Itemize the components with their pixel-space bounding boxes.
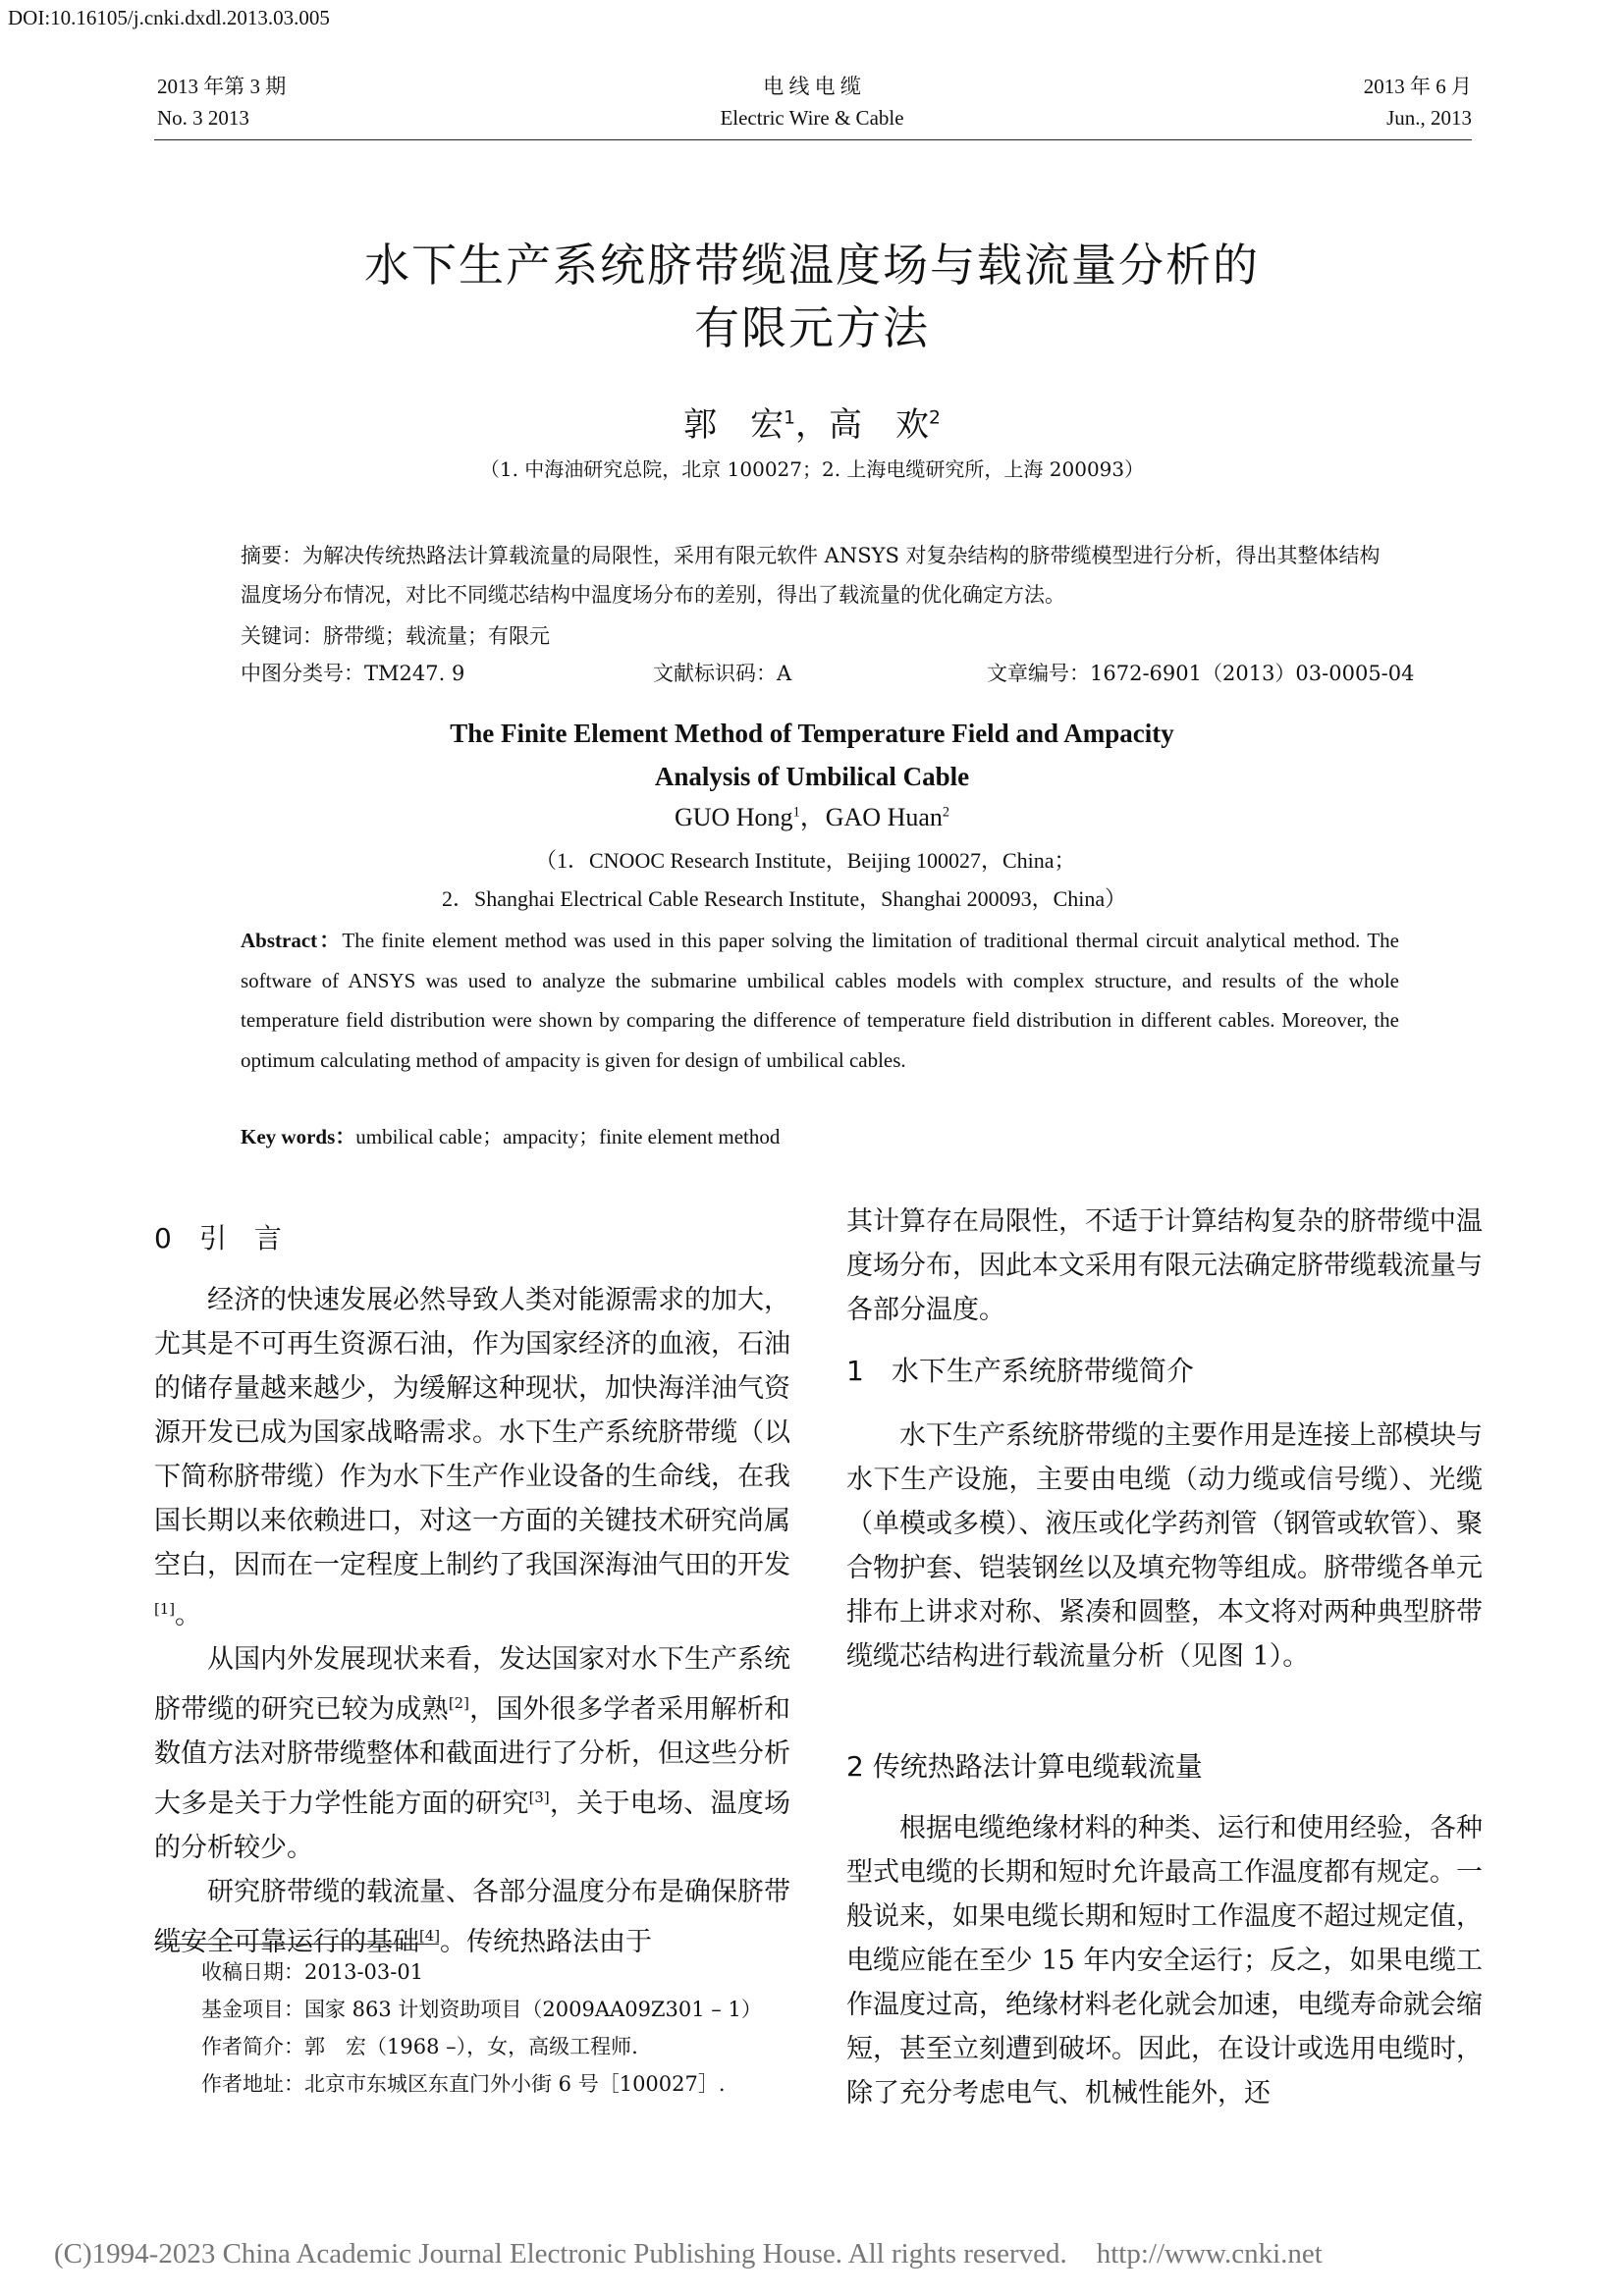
s0-p2-text-c: ，关于电场、温度场的分析较少。 [154, 1789, 791, 1863]
paper-title-cn [177, 234, 1447, 359]
header-date-cn: 2013 年 6 月 [1363, 75, 1472, 98]
affiliation-en-2: 2．Shanghai Electrical Cable Research Institute，Shanghai 200093，China） [442, 886, 1127, 911]
author-2-en: GAO Huan [825, 803, 943, 831]
section-2-heading: 2 传统热路法计算电缆载流量 [846, 1750, 1203, 1783]
clc-number: 中图分类号：TM247. 9 [241, 662, 465, 685]
doi-line: DOI:10.16105/j.cnki.dxdl.2013.03.005 [8, 6, 330, 29]
header-journal-en: Electric Wire & Cable [720, 106, 904, 130]
section-0-paragraph-3 [154, 1870, 790, 1964]
header-issue-cn: 2013 年第 3 期 [157, 75, 287, 98]
header-journal [616, 71, 1008, 133]
footnote-address: 作者地址：北京市东城区东直门外小街 6 号［100027］. [201, 2072, 726, 2096]
author-1-en-affil: 1 [792, 804, 800, 821]
author-2-cn: 高 欢 [829, 405, 929, 445]
title-en-line-2: Analysis of Umbilical Cable [654, 762, 970, 791]
keywords-en-text: umbilical cable；ampacity；finite element method [355, 1125, 781, 1148]
citation-2: [2] [448, 1694, 469, 1712]
citation-1: [1] [154, 1600, 176, 1618]
page-footer [54, 2238, 1323, 2270]
paper-title-en [0, 712, 1624, 798]
keywords-en [241, 1121, 780, 1150]
section-1-heading: 1 水下生产系统脐带缆简介 [846, 1355, 1194, 1387]
author-1-cn-affil: 1 [784, 407, 795, 429]
article-number: 文章编号：1672-6901（2013）03-0005-04 [987, 662, 1415, 685]
citation-4: [4] [419, 1927, 441, 1945]
keywords-cn: 关键词：脐带缆；载流量；有限元 [241, 624, 550, 648]
citation-3: [3] [528, 1789, 550, 1806]
author-2-cn-affil: 2 [929, 407, 941, 429]
author-separator-en: ， [799, 803, 826, 831]
abstract-cn: 摘要：为解决传统热路法计算载流量的局限性，采用有限元软件 ANSYS 对复杂结构的脐带缆模型进行分析，得出其整体结构温度场分布情况，对比不同缆芯结构中温度场分布的差别，得出了载流量的优化确定方法。 [241, 544, 1380, 607]
header-issue [157, 71, 286, 133]
header-divider [154, 139, 1472, 140]
footnote-divider [154, 1944, 439, 1945]
affiliation-en-1: （1．CNOOC Research Institute，Beijing 100027，China； [535, 848, 1076, 873]
author-1-en: GUO Hong [674, 803, 793, 831]
section-1-paragraph-1: 水下生产系统脐带缆的主要作用是连接上部模块与水下生产设施，主要由电缆（动力缆或信号缆）、光缆（单模或多模）、液压或化学药剂管（钢管或软管）、聚合物护套、铠装钢丝以及填充物等组成。脐带缆各单元排布上讲求对称、紧凑和圆整，本文将对两种典型脐带缆缆芯结构进行载流量分析（见图 1）。 [846, 1420, 1483, 1672]
header-date-en: Jun., 2013 [1386, 106, 1472, 130]
s0-p2-text-a: 从国内外发展现状来看，发达国家对水下生产系统脐带缆的研究已较为成熟 [154, 1644, 790, 1725]
title-en-line-1: The Finite Element Method of Temperature Field and Ampacity [450, 719, 1174, 748]
header-journal-cn: 电 线 电 缆 [763, 75, 861, 98]
s0-p2-text-b: ，国外很多学者采用解析和数值方法对脐带缆整体和截面进行了分析，但这些分析大多是关于力学性能方面的研究 [154, 1694, 791, 1819]
section-0-paragraph-1 [154, 1278, 790, 1637]
abstract-en-text: The finite element method was used in this paper solving the limitation of traditional thermal circuit analytical method. The software of ANSYS was used to analyze the submarine umbilical cables models with complex structure, and results of the whole temperature field distribution were shown by comparing the difference of temperature field distribution in different cables. Moreover, the optimum calculating method of ampacity is given for design of umbilical cables. [241, 929, 1399, 1072]
right-column-continuation: 其计算存在局限性，不适于计算结构复杂的脐带缆中温度场分布，因此本文采用有限元法确定脐带缆载流量与各部分温度。 [846, 1206, 1483, 1325]
header-issue-en: No. 3 2013 [157, 106, 249, 130]
section-2-body [846, 1806, 1483, 2115]
footnote-fund: 基金项目：国家 863 计划资助项目（2009AA09Z301 – 1） [201, 1998, 762, 2021]
authors-cn [0, 398, 1624, 446]
authors-en [0, 797, 1624, 833]
abstract-en [241, 921, 1399, 1080]
footer-copyright: (C)1994-2023 China Academic Journal Electronic Publishing House. All rights reserved. [54, 2238, 1067, 2269]
footnote-received: 收稿日期：2013-03-01 [201, 1960, 424, 1984]
s0-p1-text: 经济的快速发展必然导致人类对能源需求的加大，尤其是不可再生资源石油，作为国家经济的血液，石油的储存量越来越少，为缓解这种现状，加快海洋油气资源开发已成为国家战略需求。水下生产系统脐带缆（以下简称脐带缆）作为水下生产作业设备的生命线，在我国长期以来依赖进口，对这一方面的关键技术研究尚属空白，因而在一定程度上制约了我国深海油气田的开发 [154, 1285, 790, 1580]
author-separator-cn: ， [795, 405, 829, 445]
section-2-paragraph-1: 根据电缆绝缘材料的种类、运行和使用经验，各种型式电缆的长期和短时允许最高工作温度都有规定。一般说来，如果电缆长期和短时工作温度不超过规定值，电缆应能在至少 15 年内安全运行；反之，如果电缆工作温度过高，绝缘材料老化就会加速，电缆寿命就会缩短，甚至立刻遭到破坏。因此，在设计或选用电缆时，除了充分考虑电气、机械性能外，还 [846, 1813, 1483, 2109]
s0-p3-text-b: 。传统热路法由于 [440, 1927, 653, 1957]
title-cn-line-2: 有限元方法 [694, 301, 930, 354]
s0-p3-text-a: 研究脐带缆的载流量、各部分温度分布是确保脐带缆安全可靠运行的基础 [154, 1877, 790, 1957]
section-0-paragraph-2 [154, 1637, 790, 1870]
header-date [1364, 71, 1472, 133]
author-2-en-affil: 2 [942, 804, 950, 821]
title-cn-line-1: 水下生产系统脐带缆温度场与载流量分析的 [364, 239, 1260, 292]
footer-url[interactable]: http://www.cnki.net [1096, 2238, 1323, 2269]
author-1-cn: 郭 宏 [683, 405, 785, 445]
affiliation-cn: （1. 中海油研究总院，北京 100027；2. 上海电缆研究所，上海 200093） [479, 457, 1145, 481]
section-1-body [846, 1414, 1483, 1679]
keywords-en-label: Key words： [241, 1125, 356, 1148]
section-0-heading: 0 引 言 [154, 1222, 282, 1255]
abstract-en-label: Abstract： [241, 929, 343, 952]
s0-p1-end: 。 [175, 1600, 202, 1630]
footnotes [201, 1953, 762, 2103]
footnote-bio: 作者简介：郭 宏（1968 –），女，高级工程师. [201, 2035, 638, 2058]
left-column-body [154, 1278, 790, 1964]
document-code: 文献标识码：A [653, 662, 792, 685]
